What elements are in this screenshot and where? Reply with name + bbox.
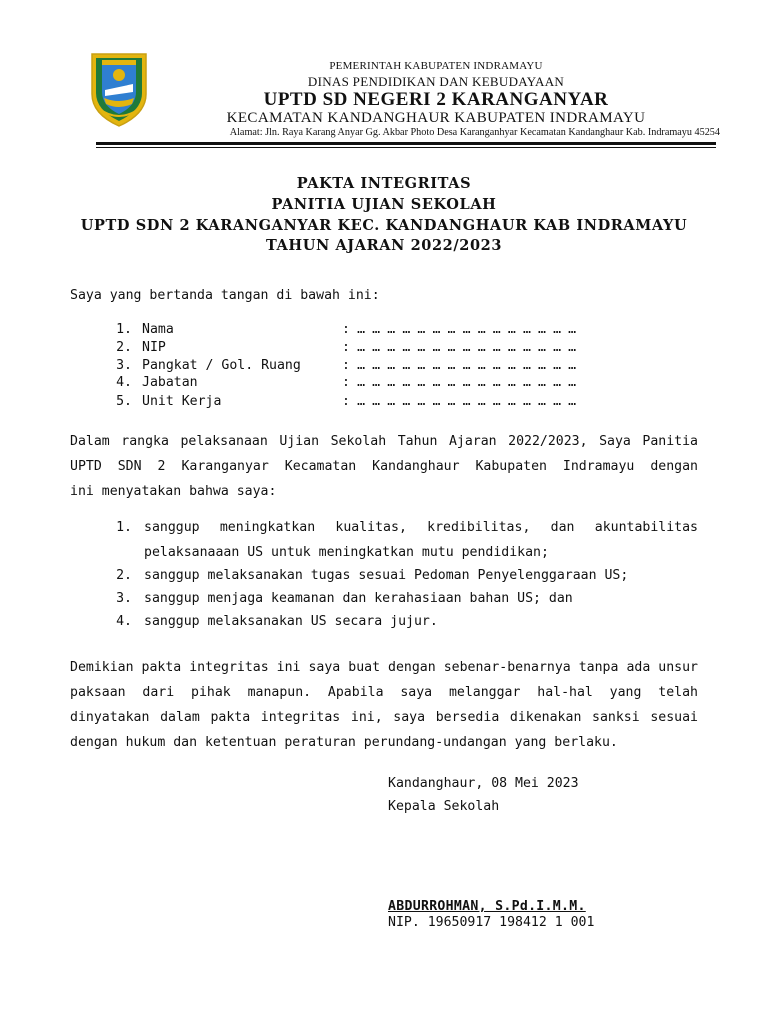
commitment-text: sanggup melaksanakan tugas sesuai Pedoman Penyelenggaraan US; xyxy=(144,568,629,583)
closing-paragraph xyxy=(70,655,698,755)
paragraph-line: Dalam rangka pelaksanaan Ujian Sekolah Tahun Ajaran 2022/2023, Saya Panitia xyxy=(70,434,698,449)
document-subtitle-year: TAHUN AJARAN 2022/2023 xyxy=(265,237,503,254)
identity-number: 3. xyxy=(116,358,132,373)
paragraph-line: UPTD SDN 2 Karanganyar Kecamatan Kandanghaur Kabupaten Indramayu dengan xyxy=(70,459,698,474)
letterhead-district: KECAMATAN KANDANGHAUR KABUPATEN INDRAMAYU xyxy=(226,110,646,126)
commitment-text xyxy=(144,520,698,570)
identity-label: Pangkat / Gol. Ruang xyxy=(142,358,301,373)
paragraph-line: Demikian pakta integritas ini saya buat dengan sebenar-benarnya tanpa ada unsur xyxy=(70,660,698,675)
document-subtitle-school: UPTD SDN 2 KARANGANYAR KEC. KANDANGHAUR KAB INDRAMAYU xyxy=(80,217,688,234)
identity-label: Jabatan xyxy=(142,375,198,390)
identity-blank: : … … … … … … … … … … … … … … … xyxy=(342,375,576,390)
signatory-nip: NIP. 19650917 198412 1 001 xyxy=(388,915,595,930)
paragraph-line: paksaan dari pihak manapun. Apabila saya melanggar hal-hal yang telah xyxy=(70,685,698,700)
commitment-number: 4. xyxy=(116,614,132,629)
letterhead-divider-thick xyxy=(96,142,716,145)
intro-text: Saya yang bertanda tangan di bawah ini: xyxy=(70,288,380,303)
commitment-line: sanggup meningkatkan kualitas, kredibilitas, dan akuntabilitas xyxy=(144,520,698,535)
letterhead-address: Alamat: Jln. Raya Karang Anyar Gg. Akbar Photo Desa Karanganhyar Kecamatan Kandanghaur Kab. Indramayu 45254 xyxy=(229,127,720,138)
commitment-text: sanggup melaksanakan US secara jujur. xyxy=(144,614,438,629)
commitment-number: 1. xyxy=(116,520,132,535)
document-subtitle: PANITIA UJIAN SEKOLAH xyxy=(271,196,497,213)
paragraph-line: ini menyatakan bahwa saya: xyxy=(70,484,277,499)
letterhead-divider-thin xyxy=(96,147,716,148)
signature-place-date: Kandanghaur, 08 Mei 2023 xyxy=(388,776,579,791)
letterhead-agency: DINAS PENDIDIKAN DAN KEBUDAYAAN xyxy=(307,74,565,89)
identity-label: Nama xyxy=(142,322,174,337)
paragraph-line: dinyatakan dalam pakta integritas ini, saya bersedia dikenakan sanksi sesuai xyxy=(70,710,698,725)
commitment-line: pelaksanaaan US untuk meningkatkan mutu pendidikan; xyxy=(144,545,549,560)
identity-blank: : … … … … … … … … … … … … … … … xyxy=(342,394,576,409)
identity-blank: : … … … … … … … … … … … … … … … xyxy=(342,340,576,355)
signatory-name: ABDURROHMAN, S.Pd.I.M.M. xyxy=(388,899,586,914)
identity-number: 2. xyxy=(116,340,132,355)
identity-label: NIP xyxy=(142,340,166,355)
identity-number: 1. xyxy=(116,322,132,337)
commitment-number: 2. xyxy=(116,568,132,583)
commitment-text: sanggup menjaga keamanan dan kerahasiaan bahan US; dan xyxy=(144,591,573,606)
signature-position: Kepala Sekolah xyxy=(388,799,500,814)
identity-blank: : … … … … … … … … … … … … … … … xyxy=(342,322,576,337)
regency-emblem-icon xyxy=(88,48,150,128)
document-title: PAKTA INTEGRITAS xyxy=(296,175,472,192)
identity-blank: : … … … … … … … … … … … … … … … xyxy=(342,358,576,373)
paragraph-line: dengan hukum dan ketentuan peraturan perundang-undangan yang berlaku. xyxy=(70,735,618,750)
identity-label: Unit Kerja xyxy=(142,394,222,409)
commitment-number: 3. xyxy=(116,591,132,606)
letterhead-government: PEMERINTAH KABUPATEN INDRAMAYU xyxy=(329,60,543,72)
identity-number: 5. xyxy=(116,394,132,409)
letterhead-school-name: UPTD SD NEGERI 2 KARANGANYAR xyxy=(263,89,609,110)
identity-number: 4. xyxy=(116,375,132,390)
statement-paragraph xyxy=(70,429,698,504)
